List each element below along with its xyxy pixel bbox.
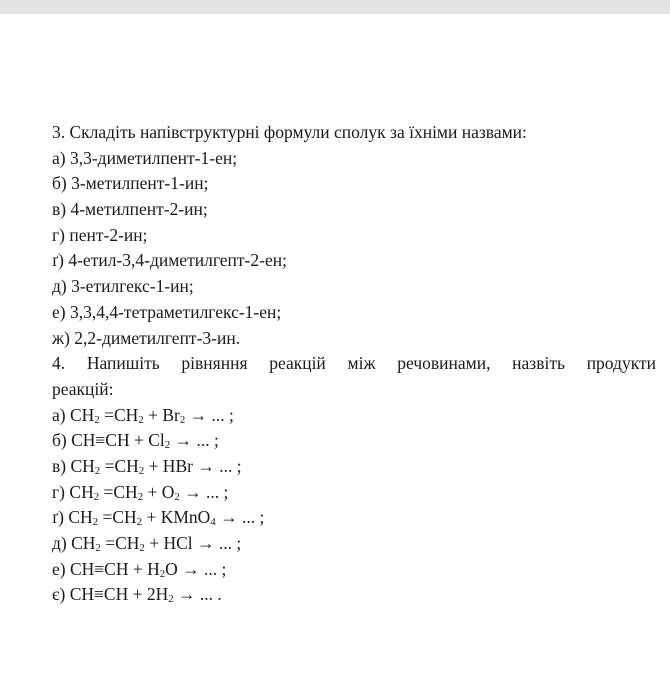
formula-subscript: 2: [159, 567, 166, 580]
reaction-label: а): [52, 404, 70, 425]
formula-text: + HCl → ... ;: [144, 533, 242, 553]
task-4-reaction-list: [52, 403, 656, 609]
formula-subscript: 2: [174, 490, 180, 503]
formula-subscript: 2: [137, 490, 144, 503]
task-3-list: [52, 146, 656, 352]
task-4-heading-continued: реакцій:: [52, 378, 114, 399]
formula-subscript: 2: [138, 465, 145, 478]
reaction-label: в): [52, 455, 71, 476]
formula-text: =CH: [98, 507, 137, 528]
task-4-reaction: [52, 428, 656, 454]
reaction-label: е): [52, 558, 70, 579]
reaction-label: б): [52, 430, 72, 451]
document-page: [52, 120, 656, 608]
formula-subscript: 2: [136, 516, 143, 529]
formula-text: → ... .: [173, 584, 222, 605]
formula-subscript: 2: [168, 593, 174, 606]
task-4-reaction: [52, 403, 656, 429]
formula-text: → ... ;: [215, 507, 265, 528]
formula-subscript: 2: [139, 542, 145, 555]
task-3-item: ґ) 4-етил-3,4-диметилгепт-2-ен;: [52, 250, 287, 271]
task-3-heading: 3. Складіть напівструктурні формули сполук за їхніми назвами:: [52, 122, 527, 142]
formula-subscript: 2: [92, 516, 99, 529]
formula-text: =CH: [99, 404, 139, 425]
formula-text: + Br: [143, 404, 180, 425]
formula-subscript: 4: [210, 516, 216, 529]
formula-subscript: 2: [138, 413, 144, 426]
formula-text: CH: [68, 507, 93, 528]
reaction-label: ґ): [52, 507, 69, 528]
task-4-reaction: [52, 505, 656, 531]
formula-text: CH≡CH + 2H: [69, 584, 169, 605]
reaction-label: д): [52, 533, 72, 553]
task-4-reaction: [52, 582, 656, 608]
task-4-reaction: [52, 454, 656, 480]
task-4-heading: 4. Напишіть рівняння реакцій між речовинами, назвіть продукти: [52, 353, 656, 374]
task-3-item: е) 3,3,4,4-тетраметилгекс-1-ен;: [52, 301, 282, 322]
task-3-item: ж) 2,2-диметилгепт-3-ин.: [52, 327, 241, 348]
reaction-label: г): [52, 481, 70, 502]
task-3-item: г) пент-2-ин;: [52, 224, 148, 245]
task-3-item: а) 3,3-диметилпент-1-ен;: [52, 147, 238, 168]
formula-text: O → ... ;: [165, 558, 227, 579]
task-3-item: б) 3-метилпент-1-ин;: [52, 173, 209, 194]
formula-text: → ... ;: [179, 481, 229, 502]
formula-text: CH≡CH + H: [69, 558, 160, 579]
task-4-reaction: [52, 480, 656, 506]
task-3-item: д) 3-етилгекс-1-ин;: [52, 276, 194, 297]
reaction-label: є): [52, 584, 70, 605]
formula-text: CH: [71, 533, 96, 553]
formula-subscript: 2: [94, 465, 101, 478]
formula-text: + HBr → ... ;: [144, 455, 242, 476]
formula-text: CH: [69, 481, 94, 502]
task-4-reaction: [52, 531, 656, 557]
formula-subscript: 2: [179, 413, 186, 426]
formula-subscript: 2: [94, 413, 100, 426]
formula-text: → ... ;: [185, 404, 234, 425]
formula-text: =CH: [100, 455, 139, 476]
formula-text: CH≡CH + Cl: [71, 430, 165, 451]
formula-subscript: 2: [93, 490, 100, 503]
top-status-band: [0, 0, 670, 14]
formula-text: =CH: [99, 481, 138, 502]
formula-text: =CH: [100, 533, 140, 553]
formula-text: → ... ;: [170, 430, 219, 451]
formula-text: + O: [143, 481, 175, 502]
task-4-reaction: [52, 557, 656, 583]
formula-subscript: 2: [95, 542, 101, 555]
formula-subscript: 2: [164, 439, 171, 452]
formula-text: CH: [69, 404, 95, 425]
task-3-item: в) 4-метилпент-2-ин;: [52, 199, 208, 220]
formula-text: CH: [70, 455, 95, 476]
formula-text: + KMnO: [142, 507, 211, 528]
